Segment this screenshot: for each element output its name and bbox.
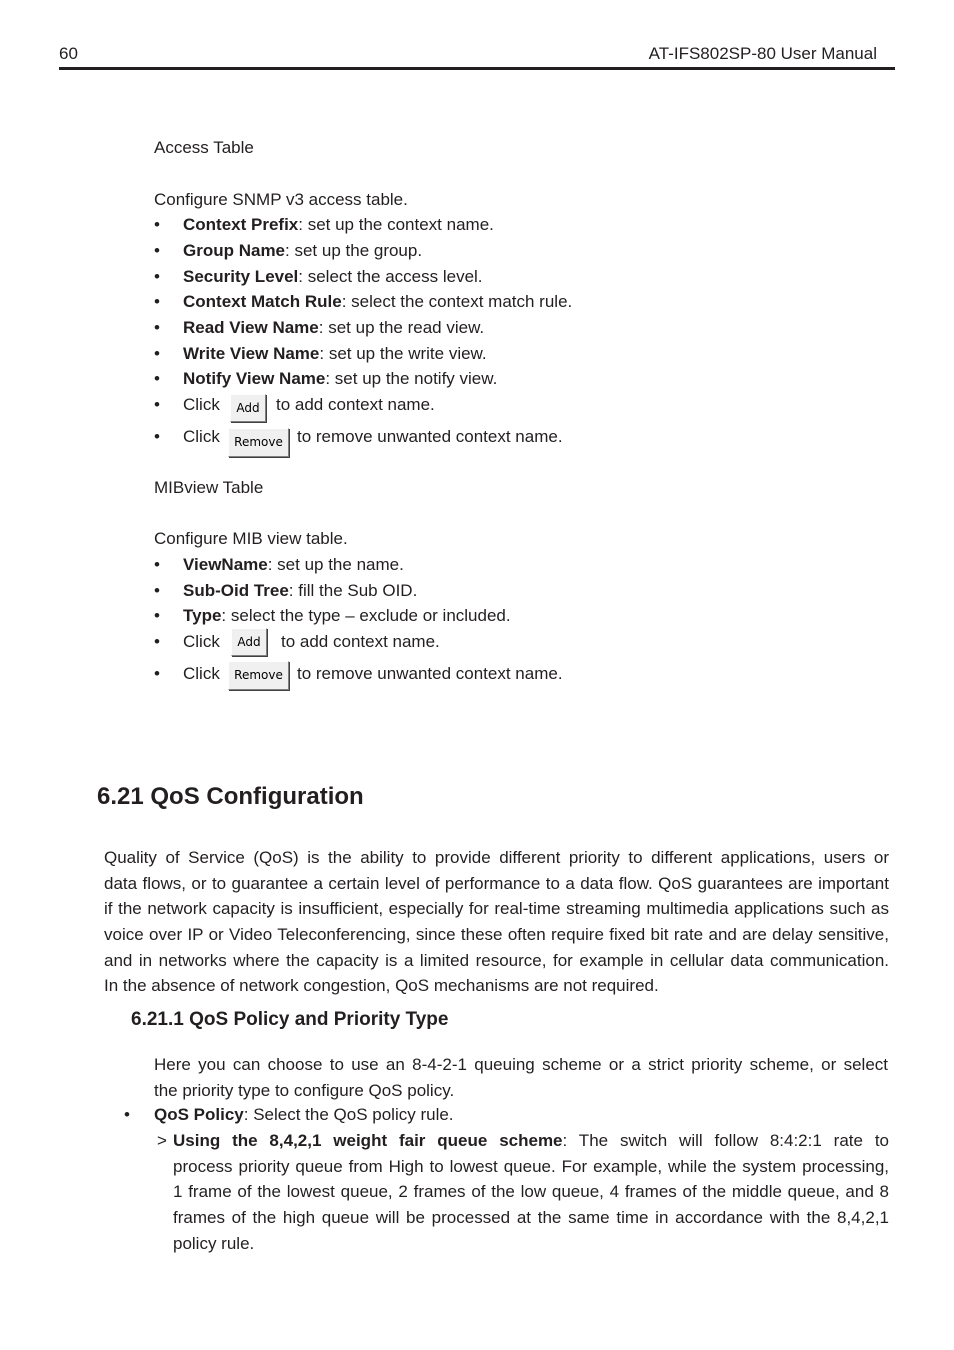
manual-title: AT-IFS802SP-80 User Manual xyxy=(648,44,877,63)
paragraph-line: frames of the high queue will be processed at the same time in accordance with the 8,4,2,1 xyxy=(173,1208,889,1228)
click-word: Click xyxy=(183,632,220,651)
mibview-table-heading: MIBview Table xyxy=(154,478,264,497)
policy-item: QoS Policy: Select the QoS policy rule. xyxy=(154,1105,454,1124)
paragraph-line: and in networks where the capacity is a limited resource, for example in cellular data communication. xyxy=(104,950,889,970)
mibview-table-intro: Configure MIB view table. xyxy=(154,529,348,548)
paragraph-line: if the network capacity is insufficient, especially for real-time streaming multimedia applications such as xyxy=(104,899,889,919)
access-table-intro: Configure SNMP v3 access table. xyxy=(154,190,408,209)
paragraph-line: data flows, or to guarantee a certain level of performance to a data flow. QoS guarantees are important xyxy=(104,873,889,893)
paragraph-line: the priority type to configure QoS policy. xyxy=(154,1080,455,1100)
paragraph-line: voice over IP or Video Teleconferencing, since these often require fixed bit rate and are delay sensitive, xyxy=(104,925,889,945)
paragraph-line: 1 frame of the lowest queue, 2 frames of the low queue, 4 frames of the middle queue, and 8 xyxy=(173,1182,889,1202)
bullet: • xyxy=(154,241,160,260)
paragraph-line: In the absence of network congestion, QoS mechanisms are not required. xyxy=(104,976,659,996)
paragraph-line: process priority queue from High to lowest queue. For example, while the system processing, xyxy=(173,1156,889,1176)
bullet: • xyxy=(154,344,160,363)
list-item: Context Prefix: set up the context name. xyxy=(183,215,494,234)
bullet: • xyxy=(154,664,160,683)
add-description: to add context name. xyxy=(281,632,440,651)
add-description: to add context name. xyxy=(276,395,435,414)
remove-button[interactable]: Remove xyxy=(228,428,289,457)
subsection-intro xyxy=(154,1052,888,1103)
bullet: • xyxy=(154,369,160,388)
section-title: 6.21 QoS Configuration xyxy=(97,783,364,810)
list-item: ViewName: set up the name. xyxy=(183,555,404,574)
list-item: Sub-Oid Tree: fill the Sub OID. xyxy=(183,581,418,600)
click-word: Click xyxy=(183,427,220,446)
bullet: • xyxy=(154,632,160,651)
bullet: • xyxy=(154,555,160,574)
section-paragraph xyxy=(104,845,889,999)
access-table-heading: Access Table xyxy=(154,138,254,157)
bullet: • xyxy=(154,215,160,234)
list-item: Write View Name: set up the write view. xyxy=(183,344,487,363)
add-button[interactable]: Add xyxy=(230,394,266,422)
bullet: • xyxy=(124,1105,130,1124)
list-item: Type: select the type – exclude or included. xyxy=(183,606,511,625)
remove-description: to remove unwanted context name. xyxy=(297,664,563,683)
add-button[interactable]: Add xyxy=(231,628,267,656)
list-item: Security Level: select the access level. xyxy=(183,267,483,286)
bullet: • xyxy=(154,427,160,446)
page-number: 60 xyxy=(59,44,78,63)
list-item: Notify View Name: set up the notify view. xyxy=(183,369,498,388)
list-item: Context Match Rule: select the context match rule. xyxy=(183,292,573,311)
bullet: • xyxy=(154,395,160,414)
remove-button[interactable]: Remove xyxy=(228,661,289,690)
paragraph-line: Using the 8,4,2,1 weight fair queue scheme: The switch will follow 8:4:2:1 rate to xyxy=(173,1131,889,1150)
click-word: Click xyxy=(183,664,220,683)
paragraph-line: Here you can choose to use an 8-4-2-1 queuing scheme or a strict priority scheme, or select xyxy=(154,1055,888,1074)
remove-description: to remove unwanted context name. xyxy=(297,427,563,446)
subsection-title: 6.21.1 QoS Policy and Priority Type xyxy=(131,1009,449,1030)
bullet: • xyxy=(154,267,160,286)
bullet: • xyxy=(154,581,160,600)
paragraph-line: policy rule. xyxy=(173,1233,255,1253)
bullet: • xyxy=(154,292,160,311)
page-header xyxy=(59,42,895,70)
list-item: Group Name: set up the group. xyxy=(183,241,423,260)
paragraph-line: Quality of Service (QoS) is the ability to provide different priority to different applications, users or xyxy=(104,848,889,867)
sub-marker: > xyxy=(157,1131,167,1150)
click-word: Click xyxy=(183,395,220,414)
bullet: • xyxy=(154,606,160,625)
sub-item-paragraph xyxy=(173,1128,889,1256)
bullet: • xyxy=(154,318,160,337)
list-item: Read View Name: set up the read view. xyxy=(183,318,485,337)
